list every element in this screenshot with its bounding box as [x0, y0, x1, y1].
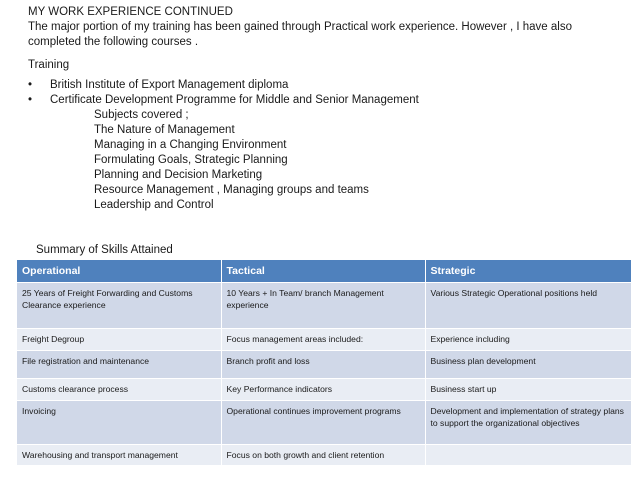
subjects-list [94, 108, 369, 213]
table-cell: Business plan development [425, 351, 631, 379]
summary-title: Summary of Skills Attained [36, 244, 173, 256]
page-heading: MY WORK EXPERIENCE CONTINUED [28, 6, 233, 18]
table-cell: Key Performance indicators [221, 379, 425, 401]
table-cell: Operational continues improvement programs [221, 401, 425, 445]
table-row [17, 351, 631, 379]
bullet-item [28, 78, 419, 93]
subject-item: Subjects covered ; [94, 109, 189, 121]
bullet-text: British Institute of Export Management diploma [50, 79, 289, 91]
table-cell: 10 Years + In Team/ branch Management experience [221, 283, 425, 329]
table-row [17, 445, 631, 465]
training-bullet-list [28, 78, 419, 108]
table-row [17, 401, 631, 445]
subject-item: Leadership and Control [94, 199, 214, 211]
table-cell: 25 Years of Freight Forwarding and Customs Clearance experience [17, 283, 221, 329]
table-cell: Freight Degroup [17, 329, 221, 351]
intro-paragraph: The major portion of my training has been gained through Practical work experience. However , I have also completed the following courses . [28, 21, 572, 48]
column-header-strategic: Strategic [425, 260, 631, 283]
column-header-tactical: Tactical [221, 260, 425, 283]
subject-item: Planning and Decision Marketing [94, 169, 263, 181]
table-cell [425, 445, 631, 465]
table-cell: Invoicing [17, 401, 221, 445]
table-cell: Warehousing and transport management [17, 445, 221, 465]
bullet-icon: • [28, 94, 33, 106]
column-header-operational: Operational [17, 260, 221, 283]
table-cell: Focus on both growth and client retention [221, 445, 425, 465]
table-header-row [17, 260, 631, 283]
table-cell: File registration and maintenance [17, 351, 221, 379]
subject-item: Resource Management , Managing groups and teams [94, 184, 369, 196]
table-row [17, 379, 631, 401]
table-row [17, 329, 631, 351]
bullet-item [28, 93, 419, 108]
table-cell: Business start up [425, 379, 631, 401]
table-cell: Development and implementation of strategy plans to support the organizational objectives [425, 401, 631, 445]
skills-table [17, 260, 632, 465]
bullet-icon: • [28, 79, 33, 91]
subject-item: Managing in a Changing Environment [94, 139, 287, 151]
table-cell: Customs clearance process [17, 379, 221, 401]
bullet-text: Certificate Development Programme for Middle and Senior Management [50, 94, 419, 106]
table-cell: Focus management areas included: [221, 329, 425, 351]
table-cell: Branch profit and loss [221, 351, 425, 379]
table-cell: Experience including [425, 329, 631, 351]
subject-item: Formulating Goals, Strategic Planning [94, 154, 288, 166]
subject-item: The Nature of Management [94, 124, 235, 136]
table-row [17, 283, 631, 329]
training-label: Training [28, 59, 70, 71]
table-cell: Various Strategic Operational positions held [425, 283, 631, 329]
